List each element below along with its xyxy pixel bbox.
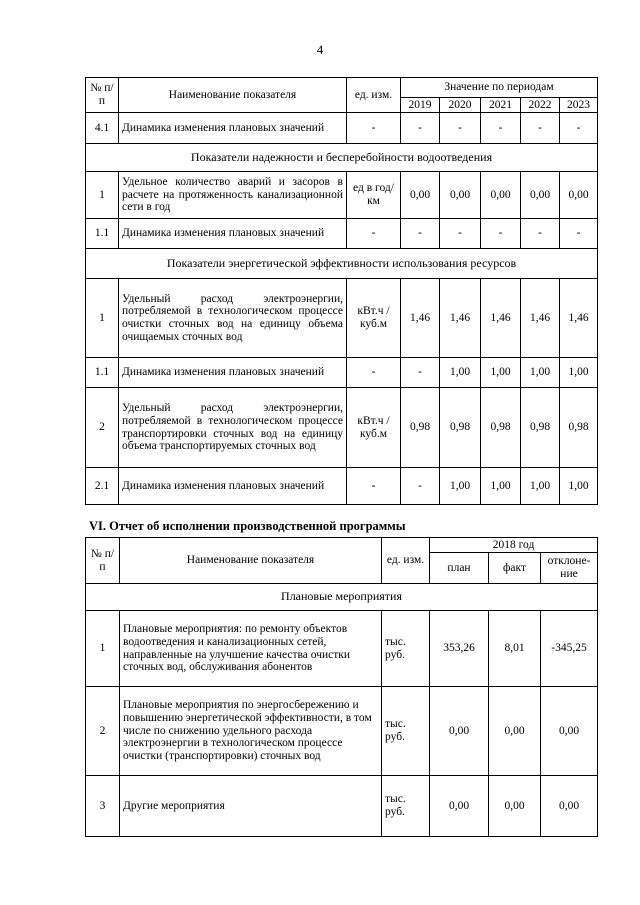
header-plan: план xyxy=(430,553,489,584)
row-value: - xyxy=(401,113,440,144)
header-unit: ед. изм. xyxy=(347,78,401,113)
table-row xyxy=(86,172,598,219)
row-unit: - xyxy=(347,468,401,505)
row-value: 0,00 xyxy=(440,172,481,219)
header-num: № п/п xyxy=(86,538,120,584)
row-unit: тыс. руб. xyxy=(382,611,430,687)
header-periods: Значение по периодам xyxy=(401,78,598,98)
row-plan: 0,00 xyxy=(430,687,489,776)
header-num: № п/п xyxy=(86,78,119,113)
header-name: Наименование показателя xyxy=(119,78,347,113)
row-value: - xyxy=(521,113,560,144)
row-value: - xyxy=(401,468,440,505)
row-value: - xyxy=(560,113,598,144)
header-year: 2018 год xyxy=(430,538,598,553)
header-year: 2023 xyxy=(560,98,598,113)
row-value: - xyxy=(481,219,521,249)
row-value: 1,00 xyxy=(521,468,560,505)
row-plan: 0,00 xyxy=(430,776,489,837)
table-row xyxy=(86,611,598,687)
row-name: Удельный расход электроэнергии, потребляемой в технологическом процессе очистки сточных вод на единицу объема очищаемых сточных вод xyxy=(119,279,347,358)
row-value: - xyxy=(401,219,440,249)
row-value: 1,00 xyxy=(521,358,560,388)
row-num: 1.1 xyxy=(86,219,119,249)
row-num: 1 xyxy=(86,172,119,219)
header-fact: факт xyxy=(489,553,541,584)
row-name: Удельное количество аварий и засоров в расчете на протяженность канализационной сети в год xyxy=(119,172,347,219)
row-unit: кВт.ч / куб.м xyxy=(347,388,401,468)
row-value: 1,46 xyxy=(440,279,481,358)
section-reliability: Показатели надежности и бесперебойности водоотведения xyxy=(86,144,598,172)
row-value: 1,46 xyxy=(401,279,440,358)
section-vi-heading: VI. Отчет об исполнении производственной программы xyxy=(89,519,406,533)
row-deviation: 0,00 xyxy=(541,687,598,776)
row-value: 0,98 xyxy=(521,388,560,468)
row-num: 1.1 xyxy=(86,358,119,388)
section-planned: Плановые мероприятия xyxy=(86,584,598,611)
row-value: 1,00 xyxy=(481,358,521,388)
page-number: 4 xyxy=(316,42,324,57)
table-row xyxy=(86,468,598,505)
table-row xyxy=(86,358,598,388)
row-name: Динамика изменения плановых значений xyxy=(119,468,347,505)
table-row xyxy=(86,687,598,776)
header-year: 2021 xyxy=(481,98,521,113)
row-unit: кВт.ч / куб.м xyxy=(347,279,401,358)
row-plan: 353,26 xyxy=(430,611,489,687)
row-value: 1,46 xyxy=(521,279,560,358)
header-deviation: отклоне- ние xyxy=(541,553,598,584)
row-unit: ед в год/ км xyxy=(347,172,401,219)
row-name: Динамика изменения плановых значений xyxy=(119,358,347,388)
header-name: Наименование показателя xyxy=(120,538,382,584)
row-unit: - xyxy=(347,113,401,144)
table-row xyxy=(86,113,598,144)
row-value: 1,00 xyxy=(560,468,598,505)
header-year: 2019 xyxy=(401,98,440,113)
row-value: 0,00 xyxy=(560,172,598,219)
row-value: 1,00 xyxy=(560,358,598,388)
row-fact: 8,01 xyxy=(489,611,541,687)
row-deviation: 0,00 xyxy=(541,776,598,837)
table-row xyxy=(86,279,598,358)
row-unit: - xyxy=(347,219,401,249)
row-value: - xyxy=(401,358,440,388)
row-value: - xyxy=(440,219,481,249)
row-value: - xyxy=(481,113,521,144)
row-value: 1,00 xyxy=(481,468,521,505)
row-value: 0,00 xyxy=(521,172,560,219)
program-report-table xyxy=(85,537,598,837)
row-value: 1,46 xyxy=(560,279,598,358)
row-value: 1,00 xyxy=(440,358,481,388)
indicators-table xyxy=(85,77,598,505)
row-name: Другие мероприятия xyxy=(120,776,382,837)
row-name: Динамика изменения плановых значений xyxy=(119,219,347,249)
table-row xyxy=(86,776,598,837)
row-num: 4.1 xyxy=(86,113,119,144)
row-value: 0,98 xyxy=(401,388,440,468)
row-name: Удельный расход электроэнергии, потребляемой в технологическом процессе транспортировки сточных вод на единицу объема транспортируемых сточных вод xyxy=(119,388,347,468)
row-num: 2 xyxy=(86,687,120,776)
row-value: 0,98 xyxy=(481,388,521,468)
row-value: - xyxy=(440,113,481,144)
row-value: 1,46 xyxy=(481,279,521,358)
section-energy: Показатели энергетической эффективности использования ресурсов xyxy=(86,249,598,279)
table-row xyxy=(86,388,598,468)
header-year: 2020 xyxy=(440,98,481,113)
table-row xyxy=(86,219,598,249)
row-unit: тыс. руб. xyxy=(382,776,430,837)
row-name: Плановые мероприятия по энергосбережению и повышению энергетической эффективности, в том числе по снижению удельного расхода электроэнергии в технологическом процессе очистки (транспортировки) сточных вод xyxy=(120,687,382,776)
row-deviation: -345,25 xyxy=(541,611,598,687)
row-value: 0,00 xyxy=(481,172,521,219)
row-value: - xyxy=(521,219,560,249)
row-num: 2 xyxy=(86,388,119,468)
row-fact: 0,00 xyxy=(489,687,541,776)
header-unit: ед. изм. xyxy=(382,538,430,584)
row-unit: тыс. руб. xyxy=(382,687,430,776)
row-value: 0,98 xyxy=(560,388,598,468)
row-num: 3 xyxy=(86,776,120,837)
row-num: 1 xyxy=(86,611,120,687)
row-fact: 0,00 xyxy=(489,776,541,837)
row-value: 0,98 xyxy=(440,388,481,468)
row-name: Плановые мероприятия: по ремонту объектов водоотведения и канализационных сетей, направленные на улучшение качества очистки сточных вод, обслуживания абонентов xyxy=(120,611,382,687)
row-unit: - xyxy=(347,358,401,388)
row-value: 0,00 xyxy=(401,172,440,219)
row-value: - xyxy=(560,219,598,249)
row-num: 1 xyxy=(86,279,119,358)
row-num: 2.1 xyxy=(86,468,119,505)
row-value: 1,00 xyxy=(440,468,481,505)
header-year: 2022 xyxy=(521,98,560,113)
row-name: Динамика изменения плановых значений xyxy=(119,113,347,144)
